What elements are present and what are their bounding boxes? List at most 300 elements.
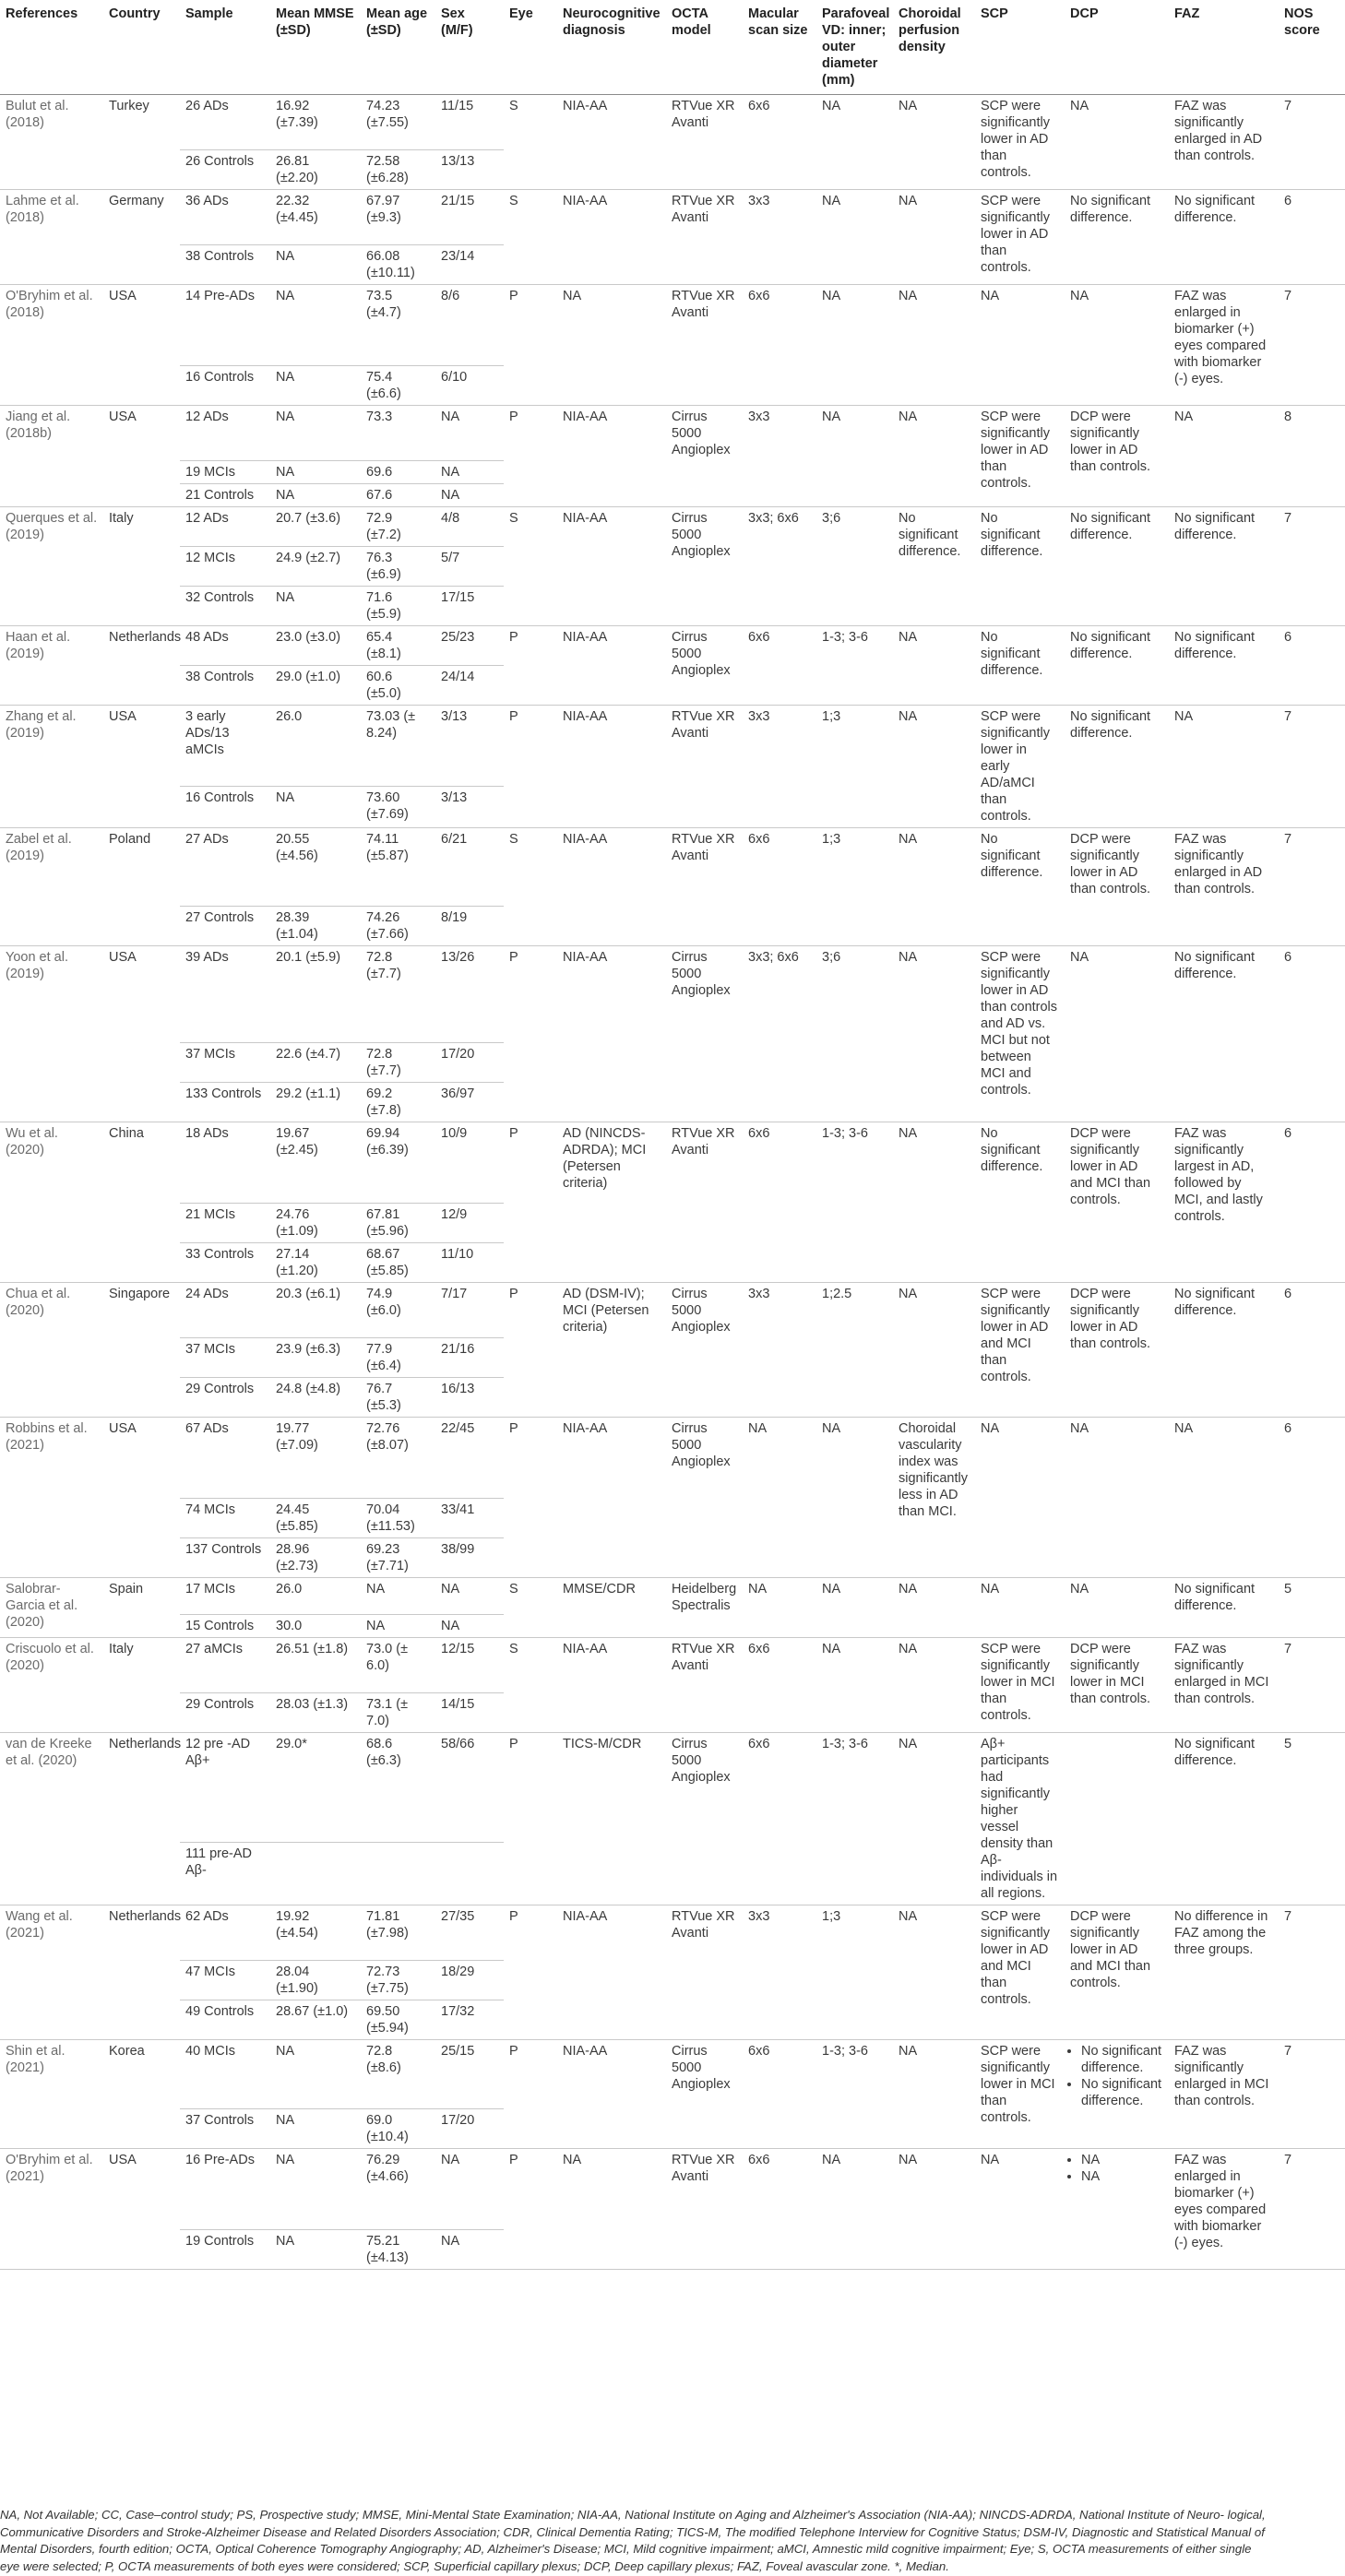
cell-age: 72.8 (±8.6) bbox=[361, 2040, 435, 2109]
header-references: References bbox=[0, 0, 103, 95]
cell-age: 74.11 (±5.87) bbox=[361, 828, 435, 907]
cell-faz: FAZ was enlarged in biomarker (+) eyes compared with biomarker (-) eyes. bbox=[1169, 2149, 1275, 2270]
cell-mmse: 28.39 (±1.04) bbox=[270, 907, 361, 946]
cell-sample: 12 ADs bbox=[180, 507, 270, 547]
cell-choroidal: NA bbox=[893, 828, 975, 946]
cell-mmse: NA bbox=[270, 461, 361, 484]
cell-sex: 24/14 bbox=[435, 666, 504, 706]
cell-sex: NA bbox=[435, 1578, 504, 1615]
cell-mmse: 23.0 (±3.0) bbox=[270, 626, 361, 666]
cell-choroidal: Choroidal vascularity index was significantly less in AD than MCI. bbox=[893, 1418, 975, 1578]
cell-age: NA bbox=[361, 1578, 435, 1615]
cell-reference: Yoon et al. (2019) bbox=[0, 946, 103, 1122]
cell-parafoveal-vd: 1-3; 3-6 bbox=[816, 2040, 893, 2149]
cell-octa-model: Cirrus 5000 Angioplex bbox=[666, 507, 743, 626]
cell-neurocognitive: NA bbox=[557, 2149, 666, 2270]
cell-eye: S bbox=[504, 95, 557, 190]
cell-age: 73.3 bbox=[361, 406, 435, 461]
cell-sex: NA bbox=[435, 1615, 504, 1638]
cell-mmse: 26.0 bbox=[270, 1578, 361, 1615]
cell-choroidal: NA bbox=[893, 2040, 975, 2149]
cell-age: NA bbox=[361, 1615, 435, 1638]
footnote-line: Mental Disorders, fourth edition; OCTA, Optical Coherence Tomography Angiography; AD, Alzheimer's Disease; MCI, Mild cognitive impairment; aMCI, Amnestic mild cognitive impairment; Eye; S, OCTA measurements of either single bbox=[0, 2542, 1252, 2556]
cell-faz: NA bbox=[1169, 406, 1275, 507]
cell-sex: 17/32 bbox=[435, 2000, 504, 2040]
cell-octa-model: RTVue XR Avanti bbox=[666, 1122, 743, 1283]
cell-mmse: 28.04 (±1.90) bbox=[270, 1961, 361, 2000]
cell-age: 60.6 (±5.0) bbox=[361, 666, 435, 706]
cell-choroidal: NA bbox=[893, 285, 975, 406]
cell-mmse bbox=[270, 1842, 361, 1905]
cell-age: 73.03 (± 8.24) bbox=[361, 706, 435, 787]
cell-sex: 33/41 bbox=[435, 1499, 504, 1538]
cell-mmse: 19.67 (±2.45) bbox=[270, 1122, 361, 1204]
cell-mmse: 20.55 (±4.56) bbox=[270, 828, 361, 907]
cell-sample: 27 ADs bbox=[180, 828, 270, 907]
footnote-line: eye were selected; P, OCTA measurements of both eyes were considered; SCP, Superficial capillary plexus; DCP, Deep capillary plexus; FAZ, Foveal avascular zone. *, Median. bbox=[0, 2558, 949, 2573]
cell-macular-scan: 6x6 bbox=[743, 1122, 816, 1283]
header-octa-model: OCTA model bbox=[666, 0, 743, 95]
cell-sample: 47 MCIs bbox=[180, 1961, 270, 2000]
cell-parafoveal-vd: 1-3; 3-6 bbox=[816, 1122, 893, 1283]
cell-reference: van de Kreeke et al. (2020) bbox=[0, 1733, 103, 1905]
dcp-bullet-item: • NA bbox=[1081, 2168, 1163, 2185]
cell-reference: Jiang et al. (2018b) bbox=[0, 406, 103, 507]
cell-age: 74.23 (±7.55) bbox=[361, 95, 435, 150]
cell-sample: 14 Pre-ADs bbox=[180, 285, 270, 366]
cell-neurocognitive: NIA-AA bbox=[557, 828, 666, 946]
header-country: Country bbox=[103, 0, 180, 95]
table-row bbox=[0, 95, 1345, 150]
cell-sample: 38 Controls bbox=[180, 666, 270, 706]
cell-neurocognitive: NA bbox=[557, 285, 666, 406]
cell-parafoveal-vd: 1-3; 3-6 bbox=[816, 1733, 893, 1905]
cell-macular-scan: NA bbox=[743, 1578, 816, 1638]
cell-sex: 22/45 bbox=[435, 1418, 504, 1499]
cell-sample: 39 ADs bbox=[180, 946, 270, 1043]
cell-scp: SCP were significantly lower in AD and MCI than controls. bbox=[975, 1283, 1065, 1418]
cell-octa-model: RTVue XR Avanti bbox=[666, 2149, 743, 2270]
cell-neurocognitive: AD (NINCDS-ADRDA); MCI (Petersen criteria) bbox=[557, 1122, 666, 1283]
cell-nos-score: 7 bbox=[1275, 828, 1345, 946]
cell-nos-score: 6 bbox=[1275, 1283, 1345, 1418]
cell-age: 69.0 (±10.4) bbox=[361, 2109, 435, 2149]
cell-sample: 74 MCIs bbox=[180, 1499, 270, 1538]
cell-parafoveal-vd: NA bbox=[816, 1578, 893, 1638]
cell-age: 67.81 (±5.96) bbox=[361, 1204, 435, 1243]
cell-age: 65.4 (±8.1) bbox=[361, 626, 435, 666]
cell-reference: Robbins et al. (2021) bbox=[0, 1418, 103, 1578]
cell-age: 67.97 (±9.3) bbox=[361, 190, 435, 245]
cell-nos-score: 7 bbox=[1275, 285, 1345, 406]
cell-sex: 11/10 bbox=[435, 1243, 504, 1283]
cell-scp: Aβ+ participants had significantly higher vessel density than Aβ- individuals in all regions. bbox=[975, 1733, 1065, 1905]
cell-age: 70.04 (±11.53) bbox=[361, 1499, 435, 1538]
cell-choroidal: NA bbox=[893, 1905, 975, 2040]
cell-nos-score: 7 bbox=[1275, 2040, 1345, 2149]
cell-octa-model: RTVue XR Avanti bbox=[666, 285, 743, 406]
cell-sex: 14/15 bbox=[435, 1693, 504, 1733]
table-row bbox=[0, 2149, 1345, 2230]
cell-parafoveal-vd: NA bbox=[816, 1418, 893, 1578]
cell-eye: P bbox=[504, 285, 557, 406]
cell-sample: 26 Controls bbox=[180, 150, 270, 190]
cell-parafoveal-vd: 1;3 bbox=[816, 706, 893, 828]
cell-nos-score: 7 bbox=[1275, 95, 1345, 190]
cell-eye: S bbox=[504, 1638, 557, 1733]
cell-age: 72.8 (±7.7) bbox=[361, 946, 435, 1043]
cell-sex: NA bbox=[435, 461, 504, 484]
cell-sample: 3 early ADs/13 aMCIs bbox=[180, 706, 270, 787]
cell-age: 74.26 (±7.66) bbox=[361, 907, 435, 946]
cell-dcp: NA bbox=[1065, 1418, 1169, 1578]
header-scp: SCP bbox=[975, 0, 1065, 95]
cell-octa-model: Cirrus 5000 Angioplex bbox=[666, 2040, 743, 2149]
cell-faz: No significant difference. bbox=[1169, 507, 1275, 626]
cell-mmse: 19.77 (±7.09) bbox=[270, 1418, 361, 1499]
table-row bbox=[0, 1905, 1345, 1961]
cell-sample: 16 Controls bbox=[180, 366, 270, 406]
cell-country: USA bbox=[103, 1418, 180, 1578]
cell-sex: 17/20 bbox=[435, 2109, 504, 2149]
cell-nos-score: 6 bbox=[1275, 626, 1345, 706]
cell-sample: 111 pre-AD Aβ- bbox=[180, 1842, 270, 1905]
cell-parafoveal-vd: 3;6 bbox=[816, 946, 893, 1122]
cell-sex bbox=[435, 1842, 504, 1905]
cell-age: 76.7 (±5.3) bbox=[361, 1378, 435, 1418]
cell-country: Italy bbox=[103, 507, 180, 626]
cell-sex: 27/35 bbox=[435, 1905, 504, 1961]
table-row bbox=[0, 1122, 1345, 1204]
cell-reference: Wu et al. (2020) bbox=[0, 1122, 103, 1283]
cell-eye: S bbox=[504, 1578, 557, 1638]
cell-parafoveal-vd: 1;3 bbox=[816, 828, 893, 946]
cell-choroidal: NA bbox=[893, 1283, 975, 1418]
table-row bbox=[0, 1578, 1345, 1615]
cell-age: 76.29 (±4.66) bbox=[361, 2149, 435, 2230]
cell-neurocognitive: NIA-AA bbox=[557, 1638, 666, 1733]
cell-age: 69.23 (±7.71) bbox=[361, 1538, 435, 1578]
cell-mmse: 22.32 (±4.45) bbox=[270, 190, 361, 245]
cell-age: 72.76 (±8.07) bbox=[361, 1418, 435, 1499]
cell-sex: 3/13 bbox=[435, 787, 504, 828]
cell-sex: NA bbox=[435, 484, 504, 507]
cell-country: Italy bbox=[103, 1638, 180, 1733]
cell-dcp: NA bbox=[1065, 285, 1169, 406]
cell-sex: 6/10 bbox=[435, 366, 504, 406]
cell-choroidal: NA bbox=[893, 706, 975, 828]
cell-neurocognitive: NIA-AA bbox=[557, 1905, 666, 2040]
cell-neurocognitive: NIA-AA bbox=[557, 95, 666, 190]
cell-faz: No significant difference. bbox=[1169, 946, 1275, 1122]
cell-neurocognitive: AD (DSM-IV); MCI (Petersen criteria) bbox=[557, 1283, 666, 1418]
cell-macular-scan: 3x3 bbox=[743, 1905, 816, 2040]
cell-country: Germany bbox=[103, 190, 180, 285]
cell-macular-scan: 6x6 bbox=[743, 1638, 816, 1733]
cell-faz: No significant difference. bbox=[1169, 626, 1275, 706]
cell-reference: Shin et al. (2021) bbox=[0, 2040, 103, 2149]
cell-mmse: 24.45 (±5.85) bbox=[270, 1499, 361, 1538]
cell-parafoveal-vd: 1;2.5 bbox=[816, 1283, 893, 1418]
cell-parafoveal-vd: NA bbox=[816, 190, 893, 285]
cell-sex: 13/26 bbox=[435, 946, 504, 1043]
cell-neurocognitive: NIA-AA bbox=[557, 1418, 666, 1578]
cell-faz: FAZ was significantly enlarged in AD than controls. bbox=[1169, 828, 1275, 946]
cell-sample: 24 ADs bbox=[180, 1283, 270, 1338]
header-parafoveal-vd: Parafoveal VD: inner; outer diameter (mm) bbox=[816, 0, 893, 95]
cell-reference: Querques et al. (2019) bbox=[0, 507, 103, 626]
cell-scp: No significant difference. bbox=[975, 828, 1065, 946]
cell-reference: Bulut et al. (2018) bbox=[0, 95, 103, 190]
cell-age: 69.2 (±7.8) bbox=[361, 1083, 435, 1122]
cell-sex: 4/8 bbox=[435, 507, 504, 547]
cell-sex: 11/15 bbox=[435, 95, 504, 150]
cell-sample: 49 Controls bbox=[180, 2000, 270, 2040]
cell-country: Netherlands bbox=[103, 1905, 180, 2040]
cell-dcp: DCP were significantly lower in AD than controls. bbox=[1065, 406, 1169, 507]
cell-nos-score: 5 bbox=[1275, 1578, 1345, 1638]
cell-reference: Chua et al. (2020) bbox=[0, 1283, 103, 1418]
cell-choroidal: NA bbox=[893, 1578, 975, 1638]
cell-age: 73.60 (±7.69) bbox=[361, 787, 435, 828]
footnote-line: NA, Not Available; CC, Case–control study; PS, Prospective study; MMSE, Mini-Mental State Examination; NIA-AA, National Institute on Aging and Alzheimer's Association (NIA-AA); NINCDS-ADRDA, National Institute of Neuro- logical, bbox=[0, 2508, 1266, 2522]
cell-sex: 8/19 bbox=[435, 907, 504, 946]
cell-macular-scan: 3x3 bbox=[743, 1283, 816, 1418]
cell-neurocognitive: NIA-AA bbox=[557, 507, 666, 626]
dcp-bullet-item: • NA bbox=[1081, 2152, 1163, 2168]
cell-mmse: NA bbox=[270, 484, 361, 507]
cell-dcp: NA bbox=[1065, 95, 1169, 190]
cell-choroidal: NA bbox=[893, 406, 975, 507]
cell-reference: Zabel et al. (2019) bbox=[0, 828, 103, 946]
cell-sample: 36 ADs bbox=[180, 190, 270, 245]
cell-sex: 58/66 bbox=[435, 1733, 504, 1843]
cell-sex: 36/97 bbox=[435, 1083, 504, 1122]
cell-mmse: 28.67 (±1.0) bbox=[270, 2000, 361, 2040]
cell-dcp bbox=[1065, 2040, 1169, 2149]
cell-nos-score: 6 bbox=[1275, 1418, 1345, 1578]
cell-sample: 67 ADs bbox=[180, 1418, 270, 1499]
cell-reference: O'Bryhim et al. (2021) bbox=[0, 2149, 103, 2270]
cell-eye: P bbox=[504, 2040, 557, 2149]
cell-sample: 37 MCIs bbox=[180, 1338, 270, 1378]
cell-sample: 37 Controls bbox=[180, 2109, 270, 2149]
cell-eye: P bbox=[504, 2149, 557, 2270]
dcp-bullet-list bbox=[1070, 2152, 1163, 2185]
cell-mmse: NA bbox=[270, 2149, 361, 2230]
cell-eye: S bbox=[504, 828, 557, 946]
cell-sample: 62 ADs bbox=[180, 1905, 270, 1961]
cell-scp: NA bbox=[975, 2149, 1065, 2270]
cell-choroidal: NA bbox=[893, 1122, 975, 1283]
cell-sex: NA bbox=[435, 406, 504, 461]
cell-dcp: NA bbox=[1065, 1578, 1169, 1638]
cell-faz: FAZ was significantly enlarged in MCI than controls. bbox=[1169, 1638, 1275, 1733]
cell-scp: No significant difference. bbox=[975, 626, 1065, 706]
cell-sex: 25/23 bbox=[435, 626, 504, 666]
cell-scp: No significant difference. bbox=[975, 1122, 1065, 1283]
table-row bbox=[0, 507, 1345, 547]
cell-dcp: No significant difference. bbox=[1065, 507, 1169, 626]
cell-age: 67.6 bbox=[361, 484, 435, 507]
cell-mmse: 28.96 (±2.73) bbox=[270, 1538, 361, 1578]
cell-neurocognitive: NIA-AA bbox=[557, 190, 666, 285]
cell-reference: O'Bryhim et al. (2018) bbox=[0, 285, 103, 406]
cell-sex: 16/13 bbox=[435, 1378, 504, 1418]
cell-parafoveal-vd: NA bbox=[816, 2149, 893, 2270]
cell-scp: SCP were significantly lower in AD than controls. bbox=[975, 190, 1065, 285]
cell-nos-score: 7 bbox=[1275, 1638, 1345, 1733]
cell-age: 68.67 (±5.85) bbox=[361, 1243, 435, 1283]
table-row bbox=[0, 706, 1345, 787]
cell-age: 69.50 (±5.94) bbox=[361, 2000, 435, 2040]
cell-sex: 10/9 bbox=[435, 1122, 504, 1204]
cell-eye: P bbox=[504, 706, 557, 828]
cell-macular-scan: 6x6 bbox=[743, 95, 816, 190]
cell-age: 69.94 (±6.39) bbox=[361, 1122, 435, 1204]
cell-scp: SCP were significantly lower in early AD/aMCI than controls. bbox=[975, 706, 1065, 828]
cell-faz: NA bbox=[1169, 706, 1275, 828]
cell-sex: 8/6 bbox=[435, 285, 504, 366]
cell-mmse: 26.0 bbox=[270, 706, 361, 787]
cell-faz: No significant difference. bbox=[1169, 190, 1275, 285]
table-body bbox=[0, 95, 1345, 2270]
cell-octa-model: Heidelberg Spectralis bbox=[666, 1578, 743, 1638]
cell-sample: 27 Controls bbox=[180, 907, 270, 946]
cell-sample: 26 ADs bbox=[180, 95, 270, 150]
cell-age: 72.8 (±7.7) bbox=[361, 1043, 435, 1083]
cell-age: 71.6 (±5.9) bbox=[361, 587, 435, 626]
cell-eye: P bbox=[504, 1283, 557, 1418]
cell-age: 76.3 (±6.9) bbox=[361, 547, 435, 587]
table-row bbox=[0, 406, 1345, 461]
cell-country: Netherlands bbox=[103, 626, 180, 706]
cell-mmse: 20.3 (±6.1) bbox=[270, 1283, 361, 1338]
header-faz: FAZ bbox=[1169, 0, 1275, 95]
cell-dcp bbox=[1065, 2149, 1169, 2270]
cell-mmse: 29.0* bbox=[270, 1733, 361, 1843]
cell-choroidal: NA bbox=[893, 190, 975, 285]
cell-mmse: 24.9 (±2.7) bbox=[270, 547, 361, 587]
cell-sample: 12 pre -AD Aβ+ bbox=[180, 1733, 270, 1843]
table-row bbox=[0, 2040, 1345, 2109]
table-row bbox=[0, 1283, 1345, 1338]
cell-octa-model: Cirrus 5000 Angioplex bbox=[666, 1283, 743, 1418]
cell-macular-scan: 6x6 bbox=[743, 626, 816, 706]
cell-mmse: 26.51 (±1.8) bbox=[270, 1638, 361, 1693]
cell-octa-model: RTVue XR Avanti bbox=[666, 190, 743, 285]
cell-sample: 48 ADs bbox=[180, 626, 270, 666]
cell-scp: SCP were significantly lower in AD than controls. bbox=[975, 95, 1065, 190]
cell-sex: 17/15 bbox=[435, 587, 504, 626]
cell-mmse: 28.03 (±1.3) bbox=[270, 1693, 361, 1733]
cell-sample: 18 ADs bbox=[180, 1122, 270, 1204]
cell-mmse: 20.7 (±3.6) bbox=[270, 507, 361, 547]
cell-mmse: 24.8 (±4.8) bbox=[270, 1378, 361, 1418]
cell-eye: P bbox=[504, 1122, 557, 1283]
cell-mmse: 30.0 bbox=[270, 1615, 361, 1638]
cell-macular-scan: 6x6 bbox=[743, 828, 816, 946]
table-row bbox=[0, 828, 1345, 907]
cell-sample: 29 Controls bbox=[180, 1378, 270, 1418]
cell-sample: 40 MCIs bbox=[180, 2040, 270, 2109]
cell-sex: 5/7 bbox=[435, 547, 504, 587]
cell-age: 75.4 (±6.6) bbox=[361, 366, 435, 406]
cell-nos-score: 6 bbox=[1275, 946, 1345, 1122]
header-age: Mean age (±SD) bbox=[361, 0, 435, 95]
cell-mmse: 29.2 (±1.1) bbox=[270, 1083, 361, 1122]
cell-dcp: DCP were significantly lower in AD and MCI than controls. bbox=[1065, 1905, 1169, 2040]
cell-faz: FAZ was significantly largest in AD, followed by MCI, and lastly controls. bbox=[1169, 1122, 1275, 1283]
cell-reference: Salobrar-Garcia et al. (2020) bbox=[0, 1578, 103, 1638]
dcp-bullet-list bbox=[1070, 2043, 1163, 2109]
cell-parafoveal-vd: 1;3 bbox=[816, 1905, 893, 2040]
cell-eye: S bbox=[504, 507, 557, 626]
cell-eye: P bbox=[504, 1905, 557, 2040]
cell-macular-scan: 6x6 bbox=[743, 1733, 816, 1905]
cell-reference: Lahme et al. (2018) bbox=[0, 190, 103, 285]
header-eye: Eye bbox=[504, 0, 557, 95]
cell-age: 72.73 (±7.75) bbox=[361, 1961, 435, 2000]
cell-country: Singapore bbox=[103, 1283, 180, 1418]
cell-eye: P bbox=[504, 946, 557, 1122]
cell-octa-model: RTVue XR Avanti bbox=[666, 1638, 743, 1733]
cell-sample: 17 MCIs bbox=[180, 1578, 270, 1615]
header-macular-scan: Macular scan size bbox=[743, 0, 816, 95]
cell-scp: SCP were significantly lower in AD and MCI than controls. bbox=[975, 1905, 1065, 2040]
header-row bbox=[0, 0, 1345, 95]
cell-sample: 16 Controls bbox=[180, 787, 270, 828]
header-dcp: DCP bbox=[1065, 0, 1169, 95]
table-row bbox=[0, 1638, 1345, 1693]
cell-mmse: 23.9 (±6.3) bbox=[270, 1338, 361, 1378]
cell-scp: No significant difference. bbox=[975, 507, 1065, 626]
cell-macular-scan: 3x3 bbox=[743, 190, 816, 285]
cell-dcp: No significant difference. bbox=[1065, 706, 1169, 828]
cell-choroidal: NA bbox=[893, 1638, 975, 1733]
header-mmse: Mean MMSE (±SD) bbox=[270, 0, 361, 95]
cell-nos-score: 8 bbox=[1275, 406, 1345, 507]
cell-sample: 15 Controls bbox=[180, 1615, 270, 1638]
cell-octa-model: Cirrus 5000 Angioplex bbox=[666, 626, 743, 706]
header-choroidal: Choroidal perfusion density bbox=[893, 0, 975, 95]
cell-sample: 133 Controls bbox=[180, 1083, 270, 1122]
cell-mmse: NA bbox=[270, 366, 361, 406]
cell-octa-model: RTVue XR Avanti bbox=[666, 95, 743, 190]
table-footnote bbox=[0, 2507, 1345, 2575]
cell-eye: P bbox=[504, 626, 557, 706]
table-row bbox=[0, 946, 1345, 1043]
cell-mmse: NA bbox=[270, 245, 361, 285]
cell-dcp: No significant difference. bbox=[1065, 626, 1169, 706]
cell-choroidal: NA bbox=[893, 946, 975, 1122]
cell-mmse: NA bbox=[270, 2109, 361, 2149]
cell-choroidal: NA bbox=[893, 2149, 975, 2270]
cell-reference: Criscuolo et al. (2020) bbox=[0, 1638, 103, 1733]
cell-neurocognitive: MMSE/CDR bbox=[557, 1578, 666, 1638]
cell-dcp: DCP were significantly lower in AD than controls. bbox=[1065, 828, 1169, 946]
cell-mmse: 16.92 (±7.39) bbox=[270, 95, 361, 150]
cell-dcp: No significant difference. bbox=[1065, 190, 1169, 285]
cell-faz: No significant difference. bbox=[1169, 1578, 1275, 1638]
cell-scp: NA bbox=[975, 1578, 1065, 1638]
dcp-bullet-item: • No significant difference. bbox=[1081, 2076, 1163, 2109]
cell-reference: Zhang et al. (2019) bbox=[0, 706, 103, 828]
cell-eye: P bbox=[504, 1733, 557, 1905]
cell-sex: 13/13 bbox=[435, 150, 504, 190]
cell-faz: No significant difference. bbox=[1169, 1733, 1275, 1905]
cell-choroidal: No significant difference. bbox=[893, 507, 975, 626]
